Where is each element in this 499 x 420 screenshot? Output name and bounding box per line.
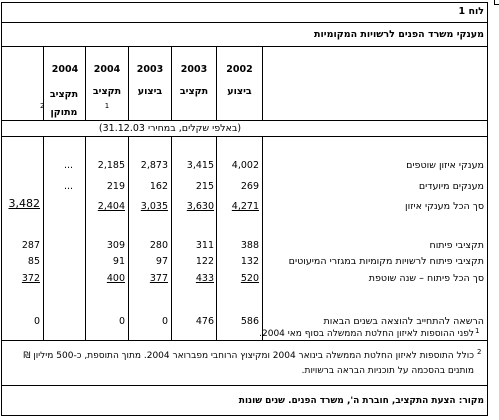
- cell: 132: [240, 256, 259, 267]
- col-divider: [43, 136, 44, 340]
- cell: 400: [106, 273, 125, 284]
- cell: 85: [27, 256, 40, 267]
- cell: 3,482: [8, 197, 40, 210]
- row-label: תקציבי פיתוח: [429, 240, 484, 251]
- rule: [1, 46, 488, 47]
- footnote-2: כולל התוספות לאיזון החלטת הממשלה בינואר 2004 ומקיצוץ הרוחבי מפברואר 2004. מתוך התוספת, כ-500 מיליון ₪ מותנים בהסכמה על תוכניות הבראה ברשויות.: [23, 351, 474, 376]
- table-title: מענקי משרד הפנים לרשויות המקומיות: [314, 29, 484, 40]
- rule: [1, 385, 488, 386]
- cell: 91: [112, 256, 125, 267]
- cell: 0: [33, 316, 40, 327]
- cell: 520: [240, 273, 259, 284]
- col-divider: [171, 46, 172, 120]
- row-label: מענקים מיועדים: [418, 181, 484, 192]
- col-type: ביצוע: [137, 86, 163, 97]
- col-year: 2004: [93, 64, 121, 75]
- cell: 219: [106, 181, 125, 192]
- row-label: תקציבי פיתוח לרשויות מקומיות במגזרי המיעוטים: [288, 256, 484, 267]
- rule: [1, 136, 488, 137]
- col-type: ביצוע: [227, 86, 252, 97]
- cell: 377: [149, 273, 168, 284]
- rule: [1, 340, 488, 341]
- source-note: מקור: הצעת התקציב, חוברת ה', משרד הפנים. שנים שונות: [238, 396, 484, 406]
- col-type: תקציב מתוקן: [49, 89, 79, 118]
- col-type-note: 2: [40, 102, 45, 110]
- footnote-mark: 2: [477, 348, 482, 356]
- units-label: (באלפי שקלים, במחירי 31.12.03): [98, 123, 242, 134]
- cell: 372: [21, 273, 40, 284]
- col-year: 2004: [51, 64, 79, 75]
- cell: 4,271: [231, 201, 259, 212]
- row-label: סך הכל מענקי איזון: [405, 201, 484, 212]
- col-type-note: 1: [104, 102, 110, 110]
- col-divider: [216, 46, 217, 120]
- cell: 2,404: [97, 201, 125, 212]
- col-divider: [171, 136, 172, 340]
- col-year: 2003: [180, 64, 208, 75]
- col-divider: [85, 136, 86, 340]
- cell: 97: [155, 256, 168, 267]
- table-label: לוח 1: [458, 6, 484, 17]
- cell: 162: [149, 181, 168, 192]
- cell: 433: [195, 273, 214, 284]
- col-type: תקציב: [92, 86, 122, 97]
- cell: 476: [195, 316, 214, 327]
- col-divider: [262, 46, 263, 120]
- row-label: סך הכל פיתוח – שנה שוטפת: [368, 273, 484, 284]
- cell: 269: [240, 181, 259, 192]
- cell: 2,185: [97, 160, 125, 171]
- col-type: תקציב: [179, 86, 209, 97]
- cell: 3,415: [186, 160, 214, 171]
- cell: 309: [106, 240, 125, 251]
- cell: 3,630: [186, 201, 214, 212]
- cell: ...: [63, 160, 73, 171]
- cell: 311: [195, 240, 214, 251]
- cell: 3,035: [140, 201, 168, 212]
- cell: 280: [149, 240, 168, 251]
- row-label: הרשאה להתחייב להוצאה בשנים הבאות: [323, 316, 484, 327]
- col-divider: [85, 46, 86, 120]
- cell: 287: [21, 240, 40, 251]
- cell: 2,873: [140, 160, 168, 171]
- col-year: 2002: [226, 64, 253, 75]
- col-divider: [128, 46, 129, 120]
- footnote-mark: 1: [475, 327, 480, 335]
- cell: 0: [161, 316, 168, 327]
- col-divider: [216, 136, 217, 340]
- col-year: 2003: [136, 64, 164, 75]
- col-divider: [262, 136, 263, 340]
- rule: [1, 22, 488, 23]
- cell: 388: [240, 240, 259, 251]
- row-label: מענקי איזון שוטפים: [406, 160, 484, 171]
- cell: ...: [63, 181, 73, 192]
- cell: 4,002: [231, 160, 259, 171]
- cell: 586: [240, 316, 259, 327]
- col-divider: [128, 136, 129, 340]
- cell: 215: [195, 181, 214, 192]
- cell: 0: [118, 316, 125, 327]
- footnote-1: לפני ההוספות לאיזון החלטת הממשלה בסוף מאי 2004.: [259, 329, 474, 339]
- corner-mark: [494, 0, 499, 5]
- cell: 122: [195, 256, 214, 267]
